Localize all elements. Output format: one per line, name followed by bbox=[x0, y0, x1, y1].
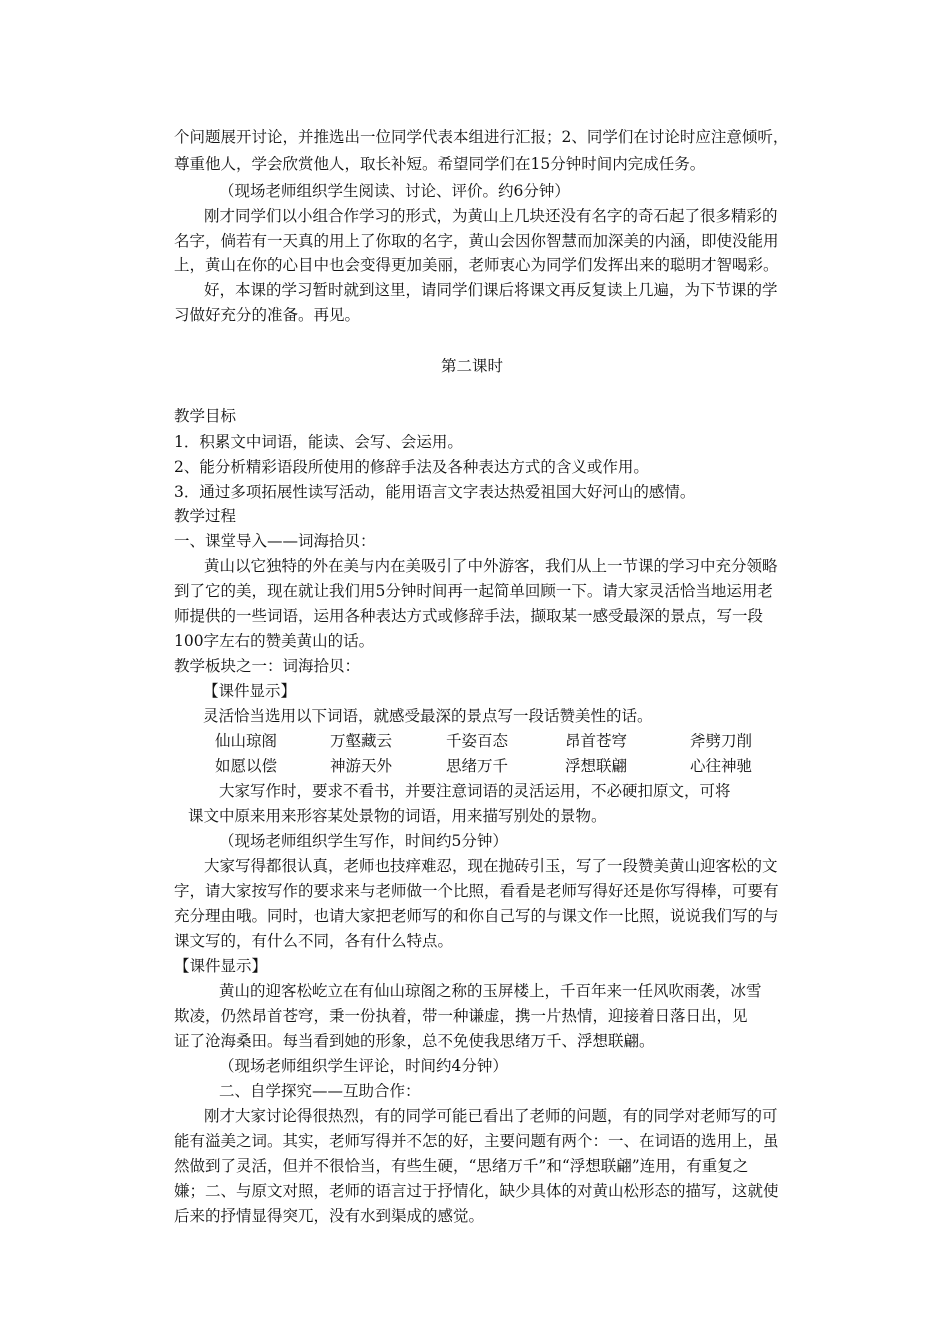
stage-note: （现场老师组织学生评论，时间约4分钟） bbox=[219, 1057, 508, 1075]
paragraph-line: 名字，倘若有一天真的用上了你取的名字，黄山会因你智慧而加深美的内涵，即使没能用 bbox=[174, 232, 779, 250]
slide-text-line: 证了沧海桑田。每当看到她的形象，总不免使我思绪万千、浮想联翩。 bbox=[174, 1032, 655, 1050]
paragraph-line: 上，黄山在你的心目中也会变得更加美丽，老师衷心为同学们发挥出来的聪明才智喝彩。 bbox=[174, 256, 779, 274]
slide-label: 【课件显示】 bbox=[174, 957, 268, 975]
word-item: 万壑藏云 bbox=[330, 732, 393, 750]
paragraph-line: 大家写作时，要求不看书，并要注意词语的灵活运用，不必硬扣原文，可将 bbox=[219, 782, 731, 800]
slide-text-line: 黄山的迎客松屹立在有仙山琼阁之称的玉屏楼上，千百年来一任风吹雨袭，冰雪 bbox=[219, 982, 762, 1000]
word-item: 斧劈刀削 bbox=[690, 732, 753, 750]
paragraph-line: 后来的抒情显得突兀，没有水到渠成的感觉。 bbox=[174, 1207, 485, 1225]
paragraph-line: 习做好充分的准备。再见。 bbox=[174, 306, 361, 324]
paragraph-line: 课文中原来用来形容某处景物的词语，用来描写别处的景物。 bbox=[188, 807, 607, 825]
word-item: 浮想联翩 bbox=[565, 757, 628, 775]
section-title: 第二课时 bbox=[441, 357, 504, 375]
word-item: 思绪万千 bbox=[446, 757, 509, 775]
word-item: 昂首苍穹 bbox=[565, 732, 628, 750]
paragraph-line: 好，本课的学习暂时就到这里，请同学们课后将课文再反复读上几遍，为下节课的学 bbox=[204, 281, 778, 299]
paragraph-line: 大家写得都很认真，老师也技痒难忍，现在抛砖引玉，写了一段赞美黄山迎客松的文 bbox=[204, 857, 778, 875]
word-item: 如愿以偿 bbox=[215, 757, 278, 775]
paragraph-line: 字，请大家按写作的要求来与老师做一个比照，看看是老师写得好还是你写得棒，可要有 bbox=[174, 882, 779, 900]
stage-note: （现场老师组织学生阅读、讨论、评价。约6分钟） bbox=[219, 182, 570, 200]
paragraph-line: 课文写的，有什么不同，各有什么特点。 bbox=[174, 932, 454, 950]
paragraph-line: 能有溢美之词。其实，老师写得并不怎的好，主要问题有两个：一、在词语的选用上，虽 bbox=[174, 1132, 779, 1150]
word-item: 心往神驰 bbox=[690, 757, 753, 775]
paragraph-line: 刚才大家讨论得很热烈，有的同学可能已看出了老师的问题，有的同学对老师写的可 bbox=[204, 1107, 778, 1125]
objective-item: 3．通过多项拓展性读写活动，能用语言文字表达热爱祖国大好河山的感情。 bbox=[174, 483, 696, 501]
subheading: 二、自学探究——互助合作： bbox=[219, 1082, 421, 1100]
paragraph-line: 尊重他人，学会欣赏他人，取长补短。希望同学们在15分钟时间内完成任务。 bbox=[174, 155, 706, 173]
paragraph-line: 黄山以它独特的外在美与内在美吸引了中外游客，我们从上一节课的学习中充分领略 bbox=[204, 557, 778, 575]
paragraph-line: 灵活恰当选用以下词语，就感受最深的景点写一段话赞美性的话。 bbox=[203, 707, 653, 725]
word-item: 神游天外 bbox=[330, 757, 393, 775]
subheading: 教学过程 bbox=[174, 507, 237, 525]
word-row bbox=[0, 731, 950, 751]
word-row bbox=[0, 756, 950, 776]
paragraph-line: 师提供的一些词语，运用各种表达方式或修辞手法，撷取某一感受最深的景点，写一段 bbox=[174, 607, 764, 625]
paragraph-line: 个问题展开讨论，并推选出一位同学代表本组进行汇报；2、同学们在讨论时应注意倾听， bbox=[174, 128, 789, 146]
paragraph-line: 嫌；二、与原文对照，老师的语言过于抒情化，缺少具体的对黄山松形态的描写，这就使 bbox=[174, 1182, 779, 1200]
objective-item: 1．积累文中词语，能读、会写、会运用。 bbox=[174, 433, 463, 451]
paragraph-line: 充分理由哦。同时，也请大家把老师写的和你自己写的与课文作一比照，说说我们写的与 bbox=[174, 907, 779, 925]
subheading: 教学板块之一：词海拾贝： bbox=[174, 657, 361, 675]
slide-text-line: 欺凌，仍然昂首苍穹，秉一份执着，带一种谦虚，携一片热情，迎接着日落日出，见 bbox=[174, 1007, 748, 1025]
stage-note: （现场老师组织学生写作，时间约5分钟） bbox=[219, 832, 508, 850]
paragraph-line: 然做到了灵活，但并不很恰当，有些生硬，“思绪万千”和“浮想联翩”连用，有重复之 bbox=[174, 1157, 749, 1175]
word-item: 千姿百态 bbox=[446, 732, 509, 750]
paragraph-line: 刚才同学们以小组合作学习的形式，为黄山上几块还没有名字的奇石起了很多精彩的 bbox=[204, 207, 778, 225]
paragraph-line: 100字左右的赞美黄山的话。 bbox=[174, 632, 375, 650]
objective-item: 2、能分析精彩语段所使用的修辞手法及各种表达方式的含义或作用。 bbox=[174, 458, 649, 476]
subheading: 一、课堂导入——词海拾贝： bbox=[174, 532, 376, 550]
paragraph-line: 到了它的美，现在就让我们用5分钟时间再一起简单回顾一下。请大家灵活恰当地运用老 bbox=[174, 582, 773, 600]
slide-label: 【课件显示】 bbox=[203, 682, 297, 700]
word-item: 仙山琼阁 bbox=[215, 732, 278, 750]
subheading: 教学目标 bbox=[174, 407, 237, 425]
